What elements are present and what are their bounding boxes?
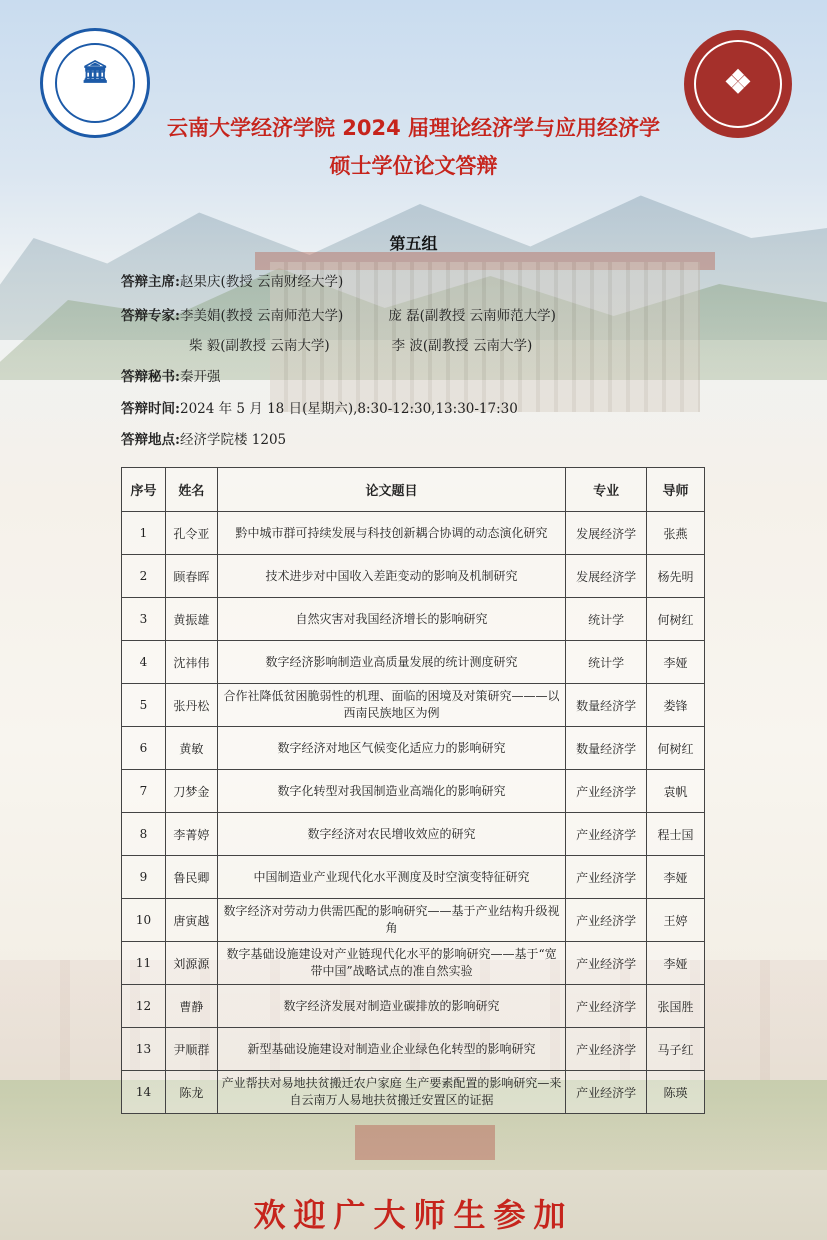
table-row <box>122 555 705 598</box>
advisor: 娄锋 <box>647 684 705 727</box>
expert-3: 柴 毅(副教授 云南大学) <box>189 338 330 354</box>
secretary-label: 答辩秘书: <box>121 369 180 385</box>
major: 发展经济学 <box>566 555 647 598</box>
advisor: 李娅 <box>647 641 705 684</box>
thesis-title: 自然灾害对我国经济增长的影响研究 <box>217 598 565 641</box>
expert-2: 庞 磊(副教授 云南师范大学) <box>388 308 556 324</box>
student-name: 鲁民卿 <box>165 856 217 899</box>
student-name: 李菁婷 <box>165 813 217 856</box>
student-name: 黄振雄 <box>165 598 217 641</box>
experts-line-2 <box>189 334 532 354</box>
thesis-title: 数字化转型对我国制造业高端化的影响研究 <box>217 770 565 813</box>
time-label: 答辩时间: <box>121 401 180 417</box>
row-number: 9 <box>122 856 166 899</box>
secretary-line <box>121 365 220 385</box>
col-header-major: 专业 <box>566 468 647 512</box>
advisor: 王婷 <box>647 899 705 942</box>
experts-line-1 <box>121 304 556 324</box>
advisor: 何树红 <box>647 598 705 641</box>
row-number: 12 <box>122 985 166 1028</box>
student-name: 尹顺群 <box>165 1028 217 1071</box>
col-header-title: 论文题目 <box>217 468 565 512</box>
student-name: 陈龙 <box>165 1071 217 1114</box>
major: 统计学 <box>566 641 647 684</box>
table-row <box>122 813 705 856</box>
major: 产业经济学 <box>566 985 647 1028</box>
logo-emblem-icon: 🏛 <box>81 59 109 85</box>
table-row <box>122 770 705 813</box>
major: 产业经济学 <box>566 1071 647 1114</box>
advisor: 杨先明 <box>647 555 705 598</box>
student-name: 沈祎伟 <box>165 641 217 684</box>
table-row <box>122 512 705 555</box>
expert-1: 李美娟(教授 云南师范大学) <box>179 308 344 324</box>
row-number: 4 <box>122 641 166 684</box>
row-number: 1 <box>122 512 166 555</box>
student-name: 黄敏 <box>165 727 217 770</box>
thesis-title: 数字经济发展对制造业碳排放的影响研究 <box>217 985 565 1028</box>
table-row <box>122 641 705 684</box>
advisor: 何树红 <box>647 727 705 770</box>
table-row <box>122 856 705 899</box>
table-row <box>122 727 705 770</box>
major: 产业经济学 <box>566 770 647 813</box>
welcome-banner: 欢迎广大师生参加 <box>253 1196 574 1234</box>
student-name: 孔令亚 <box>165 512 217 555</box>
row-number: 13 <box>122 1028 166 1071</box>
table-row <box>122 985 705 1028</box>
place-line <box>121 428 286 448</box>
advisor: 程士国 <box>647 813 705 856</box>
major: 产业经济学 <box>566 899 647 942</box>
row-number: 5 <box>122 684 166 727</box>
advisor: 张燕 <box>647 512 705 555</box>
row-number: 3 <box>122 598 166 641</box>
row-number: 7 <box>122 770 166 813</box>
major: 数量经济学 <box>566 727 647 770</box>
table-row <box>122 1028 705 1071</box>
table-row <box>122 598 705 641</box>
student-name: 曹静 <box>165 985 217 1028</box>
major: 统计学 <box>566 598 647 641</box>
major: 发展经济学 <box>566 512 647 555</box>
row-number: 6 <box>122 727 166 770</box>
table-row <box>122 899 705 942</box>
thesis-title: 数字经济对劳动力供需匹配的影响研究——基于产业结构升级视角 <box>217 899 565 942</box>
defense-schedule-table <box>121 467 705 1114</box>
title-line-1: 云南大学经济学院 2024 届理论经济学与应用经济学 <box>166 116 661 140</box>
row-number: 10 <box>122 899 166 942</box>
advisor: 李娅 <box>647 942 705 985</box>
title-line-2: 硕士学位论文答辩 <box>329 154 498 178</box>
table-row <box>122 1071 705 1114</box>
advisor: 袁帆 <box>647 770 705 813</box>
chair-line <box>121 270 343 290</box>
time-value: 2024 年 5 月 18 日(星期六),8:30-12:30,13:30-17:30 <box>179 401 518 417</box>
student-name: 张丹松 <box>165 684 217 727</box>
thesis-title: 数字经济影响制造业高质量发展的统计测度研究 <box>217 641 565 684</box>
thesis-title: 新型基础设施建设对制造业企业绿色化转型的影响研究 <box>217 1028 565 1071</box>
major: 数量经济学 <box>566 684 647 727</box>
major: 产业经济学 <box>566 813 647 856</box>
major: 产业经济学 <box>566 1028 647 1071</box>
table-row <box>122 942 705 985</box>
row-number: 2 <box>122 555 166 598</box>
row-number: 14 <box>122 1071 166 1114</box>
seal-emblem-icon: ❖ <box>723 63 753 101</box>
experts-label: 答辩专家: <box>121 308 180 324</box>
student-name: 刀梦金 <box>165 770 217 813</box>
row-number: 11 <box>122 942 166 985</box>
secretary-value: 秦开强 <box>179 369 221 385</box>
major: 产业经济学 <box>566 856 647 899</box>
expert-4: 李 波(副教授 云南大学) <box>391 338 533 354</box>
thesis-title: 数字经济对农民增收效应的研究 <box>217 813 565 856</box>
thesis-title: 黔中城市群可持续发展与科技创新耦合协调的动态演化研究 <box>217 512 565 555</box>
student-name: 唐寅越 <box>165 899 217 942</box>
student-name: 刘源源 <box>165 942 217 985</box>
time-line <box>121 397 518 417</box>
table-header-row <box>122 468 705 512</box>
thesis-title: 数字基础设施建设对产业链现代化水平的影响研究——基于“宽带中国”战略试点的准自然实验 <box>217 942 565 985</box>
group-heading: 第五组 <box>389 234 438 253</box>
campus-gate <box>355 1125 495 1160</box>
chair-label: 答辩主席: <box>121 274 180 290</box>
place-label: 答辩地点: <box>121 432 180 448</box>
advisor: 李娅 <box>647 856 705 899</box>
advisor: 马子红 <box>647 1028 705 1071</box>
thesis-title: 产业帮扶对易地扶贫搬迁农户家庭 生产要素配置的影响研究—来自云南万人易地扶贫搬迁安置区的证据 <box>217 1071 565 1114</box>
thesis-title: 数字经济对地区气候变化适应力的影响研究 <box>217 727 565 770</box>
col-header-name: 姓名 <box>165 468 217 512</box>
major: 产业经济学 <box>566 942 647 985</box>
student-name: 顾春晖 <box>165 555 217 598</box>
advisor: 张国胜 <box>647 985 705 1028</box>
thesis-title: 技术进步对中国收入差距变动的影响及机制研究 <box>217 555 565 598</box>
col-header-advisor: 导师 <box>647 468 705 512</box>
row-number: 8 <box>122 813 166 856</box>
advisor: 陈瑛 <box>647 1071 705 1114</box>
table-row <box>122 684 705 727</box>
chair-value: 赵果庆(教授 云南财经大学) <box>179 274 344 290</box>
col-header-no: 序号 <box>122 468 166 512</box>
thesis-title: 合作社降低贫困脆弱性的机理、面临的困境及对策研究———以西南民族地区为例 <box>217 684 565 727</box>
thesis-title: 中国制造业产业现代化水平测度及时空演变特征研究 <box>217 856 565 899</box>
place-value: 经济学院楼 1205 <box>179 432 287 448</box>
